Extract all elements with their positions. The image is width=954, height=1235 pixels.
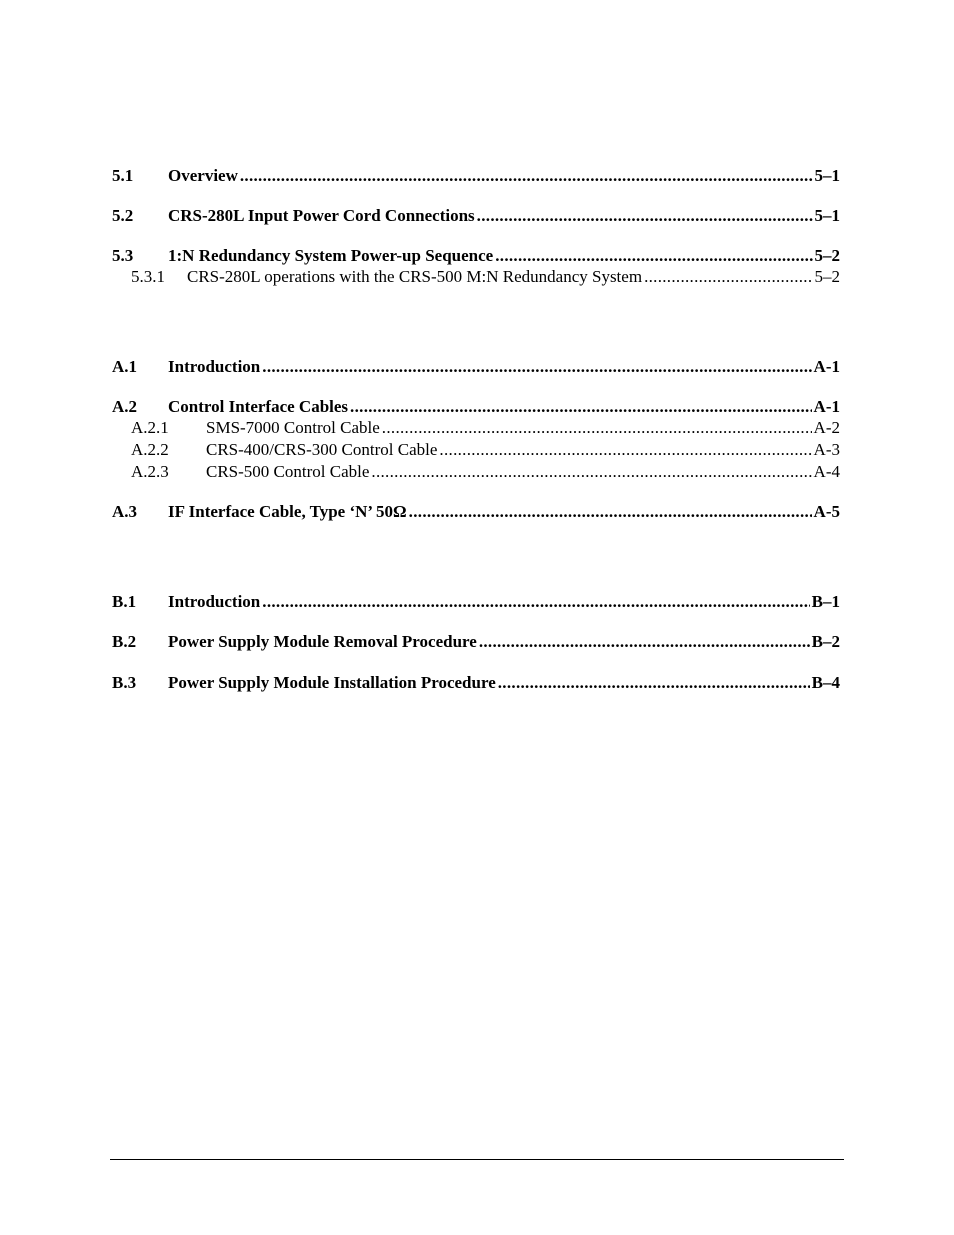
toc-entry-5-2[interactable] <box>112 206 840 226</box>
dot-leader <box>439 440 811 460</box>
toc-number: A.3 <box>112 502 138 521</box>
toc-page: A-1 <box>813 397 840 416</box>
toc-title: Introduction <box>168 592 261 611</box>
toc-entry-5-3-1[interactable] <box>112 267 840 287</box>
toc-entry-b-2[interactable] <box>112 632 840 652</box>
toc-number: A.2.1 <box>131 418 169 437</box>
toc-number: B.3 <box>112 673 137 692</box>
toc-entry-b-1[interactable] <box>112 592 840 612</box>
dot-leader <box>262 592 809 612</box>
dot-leader <box>240 166 813 186</box>
toc-page: 5–2 <box>814 246 840 265</box>
dot-leader <box>409 502 812 522</box>
toc-page: B–2 <box>811 632 840 651</box>
toc-title: CRS-400/CRS-300 Control Cable <box>206 440 438 459</box>
toc-page: A-4 <box>813 462 840 481</box>
toc-entry-b-3[interactable] <box>112 673 840 693</box>
toc-number: B.2 <box>112 632 137 651</box>
toc-number: A.2.2 <box>131 440 169 459</box>
dot-leader <box>644 267 812 287</box>
toc-number: 5.3.1 <box>131 267 165 286</box>
toc-entry-a-2-3[interactable] <box>112 462 840 482</box>
toc-entry-5-3[interactable] <box>112 246 840 266</box>
toc-title: Overview <box>168 166 238 185</box>
toc-title: Control Interface Cables <box>168 397 349 416</box>
dot-leader <box>479 632 810 652</box>
toc-entry-a-2-1[interactable] <box>112 418 840 438</box>
toc-page: 5–1 <box>814 166 840 185</box>
toc-title: Introduction <box>168 357 261 376</box>
toc-entry-a-3[interactable] <box>112 502 840 522</box>
toc-entry-a-1[interactable] <box>112 357 840 377</box>
dot-leader <box>498 673 810 693</box>
toc-page: A-1 <box>813 357 840 376</box>
toc-page: A-5 <box>813 502 840 521</box>
footer-rule <box>110 1159 844 1160</box>
toc-page: A-3 <box>813 440 840 459</box>
toc-entry-a-2-2[interactable] <box>112 440 840 460</box>
toc-page: 5–2 <box>814 267 840 286</box>
toc-page: B–4 <box>811 673 840 692</box>
toc-title: CRS-500 Control Cable <box>206 462 370 481</box>
dot-leader <box>382 418 812 438</box>
toc-title: 1:N Redundancy System Power-up Sequence <box>168 246 494 265</box>
toc-title: IF Interface Cable, Type ‘N’ 50Ω <box>168 502 407 521</box>
toc-number: A.2.3 <box>131 462 169 481</box>
toc-page: A-2 <box>813 418 840 437</box>
dot-leader <box>371 462 811 482</box>
dot-leader <box>262 357 811 377</box>
toc-number: 5.2 <box>112 206 134 225</box>
toc-number: 5.1 <box>112 166 134 185</box>
toc-title: Power Supply Module Removal Procedure <box>168 632 477 651</box>
toc-page: 5–1 <box>814 206 840 225</box>
toc-title: SMS-7000 Control Cable <box>206 418 380 437</box>
toc-number: A.1 <box>112 357 138 376</box>
dot-leader <box>350 397 812 417</box>
toc-title: CRS-280L operations with the CRS-500 M:N Redundancy System <box>187 267 643 286</box>
toc-title: CRS-280L Input Power Cord Connections <box>168 206 475 225</box>
toc-entry-a-2[interactable] <box>112 397 840 417</box>
toc-number: A.2 <box>112 397 138 416</box>
dot-leader <box>495 246 812 266</box>
toc-title: Power Supply Module Installation Procedure <box>168 673 496 692</box>
toc-number: B.1 <box>112 592 137 611</box>
dot-leader <box>477 206 813 226</box>
toc-number: 5.3 <box>112 246 134 265</box>
toc-page: B–1 <box>811 592 840 611</box>
toc-entry-5-1[interactable] <box>112 166 840 186</box>
